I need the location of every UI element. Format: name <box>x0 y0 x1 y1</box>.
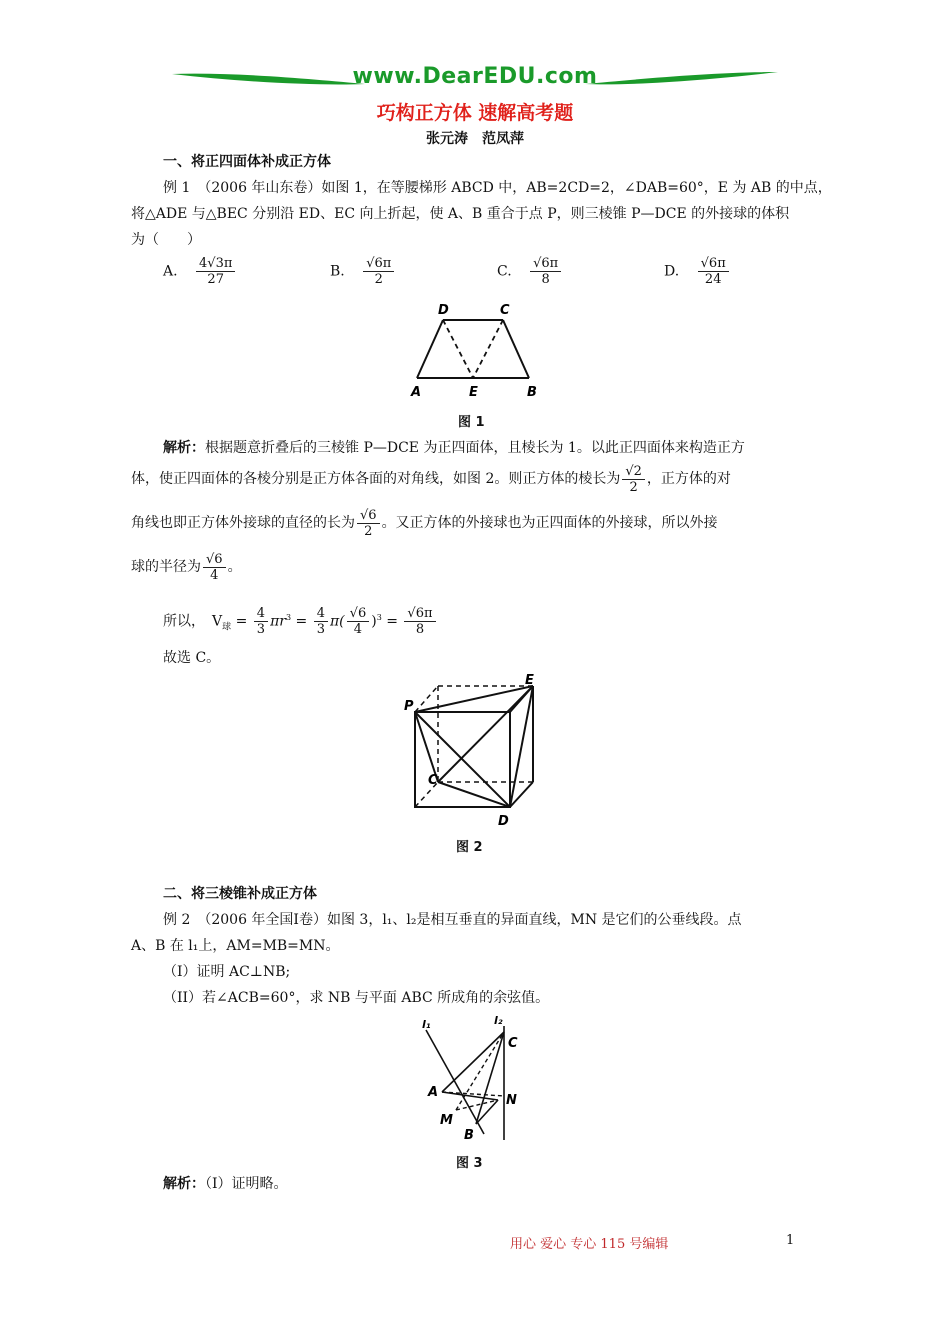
fig2-label-c: C <box>428 773 438 788</box>
example1-line1: 例 1 （2006 年山东卷）如图 1，在等腰梯形 ABCD 中，AB=2CD=2，∠DAB=60°，E 为 AB 的中点， <box>163 180 832 196</box>
figure-1-trapezoid <box>405 300 550 405</box>
site-url: www.DearEDU.com <box>352 64 598 89</box>
formula-frac3 <box>347 606 370 637</box>
page-title: 巧构正方体 速解高考题 <box>376 102 574 124</box>
example2-line1: 例 2 （2006 年全国Ⅰ卷）如图 3，l₁、l₂是相互垂直的异面直线，MN 是它们的公垂线段。点 <box>163 912 742 928</box>
fig1-label-e: E <box>469 385 478 400</box>
fig3-label-c: C <box>508 1036 518 1051</box>
formula-frac4 <box>404 606 435 637</box>
option-b-fraction <box>363 256 394 287</box>
figure-1-caption: 图 1 <box>458 415 485 430</box>
analysis1-text3a: 角线也即正方体外接球的直径的长为 <box>131 515 355 531</box>
analysis1-text2b: ，正方体的对 <box>646 471 731 487</box>
analysis1-label: 解析： <box>163 440 205 456</box>
fig2-label-d: D <box>498 814 509 829</box>
section1-heading: 一、将正四面体补成正方体 <box>163 154 331 170</box>
option-b <box>330 256 396 287</box>
formula-frac3-num: √6 <box>347 606 370 622</box>
formula-eq2: = <box>295 613 308 630</box>
formula-frac2-den: 3 <box>316 622 325 638</box>
formula-frac3-den: 4 <box>353 622 363 638</box>
fig2-label-p: P <box>404 699 414 714</box>
example1-line2: 将△ADE 与△BEC 分别沿 ED、EC 向上折起，使 A、B 重合于点 P，则三棱锥 P—DCE 的外接球的体积 <box>131 206 790 222</box>
option-a-denominator: 27 <box>207 272 224 287</box>
fig3-label-l1: l₁ <box>422 1018 431 1031</box>
analysis1-text3b: 。又正方体的外接球也为正四面体的外接球，所以外接 <box>381 515 718 531</box>
option-d-label: D. <box>664 263 680 280</box>
analysis1-text1: 根据题意折叠后的三棱锥 P—DCE 为正四面体，且棱长为 1。以此正四面体来构造正方 <box>205 440 745 456</box>
formula-eq1: = <box>235 613 248 630</box>
site-logo <box>170 62 780 98</box>
option-d <box>664 256 731 287</box>
example1-line3: 为（ ） <box>131 232 201 248</box>
option-d-numerator: √6π <box>698 256 729 272</box>
fig1-label-a: A <box>411 385 422 400</box>
analysis1-line2 <box>131 462 731 496</box>
formula-frac1-den: 3 <box>256 622 266 638</box>
formula-frac1-num: 4 <box>254 606 268 622</box>
root2-num: √2 <box>622 464 645 480</box>
root6-4-den: 4 <box>210 567 219 583</box>
analysis1-line3 <box>131 506 718 540</box>
root2-den: 2 <box>629 479 638 495</box>
fig3-label-m: M <box>440 1113 453 1128</box>
fraction-root2-over-2 <box>622 464 645 495</box>
fig1-label-c: C <box>500 303 510 318</box>
analysis1-text4b: 。 <box>227 559 242 575</box>
footer-slogan: 用心 爱心 专心 115 号编辑 <box>510 1237 669 1252</box>
analysis1-line1 <box>163 438 745 458</box>
formula-pi-open: π( <box>329 613 345 630</box>
option-c <box>497 256 563 287</box>
root6-2-num: √6 <box>357 508 380 524</box>
fig1-label-d: D <box>438 303 449 318</box>
fraction-root6-over-4 <box>203 552 226 583</box>
analysis1-text2a: 体，使正四面体的各棱分别是正方体各面的对角线，如图 2。则正方体的棱长为 <box>131 471 621 487</box>
analysis1-line4 <box>131 550 242 584</box>
figure-3-lines <box>418 1012 528 1142</box>
option-c-numerator: √6π <box>530 256 561 272</box>
authors: 张元涛 范凤萍 <box>426 131 524 147</box>
formula-frac2 <box>314 606 328 637</box>
formula-frac4-den: 8 <box>415 622 425 638</box>
analysis1-text4a: 球的半径为 <box>131 559 201 575</box>
example2-line2: A、B 在 l₁上，AM=MB=MN。 <box>131 938 340 954</box>
formula-prefix: 所以， V <box>163 613 223 630</box>
formula-pi-r: πr <box>270 613 286 630</box>
example2-item2: （II）若∠ACB=60°，求 NB 与平面 ABC 所成角的余弦值。 <box>163 990 550 1006</box>
option-b-numerator: √6π <box>363 256 394 272</box>
option-a <box>163 256 237 287</box>
formula-eq3: = <box>386 613 398 630</box>
option-c-label: C. <box>497 263 512 280</box>
figure-2-cube <box>400 672 550 832</box>
figure-2-caption: 图 2 <box>456 840 483 855</box>
example2-item1: （I）证明 AC⊥NB; <box>163 964 291 980</box>
analysis2-text: （I）证明略。 <box>205 1176 288 1192</box>
root6-4-num: √6 <box>203 552 226 568</box>
volume-formula <box>163 600 438 645</box>
fig3-label-a: A <box>428 1085 439 1100</box>
fig3-label-n: N <box>506 1093 517 1108</box>
formula-frac2-num: 4 <box>314 606 328 622</box>
option-c-denominator: 8 <box>541 272 550 287</box>
fig2-label-e: E <box>525 673 534 688</box>
formula-sup2: 3 <box>376 613 382 622</box>
fraction-root6-over-2 <box>357 508 380 539</box>
analysis2-line <box>163 1174 288 1194</box>
option-a-numerator: 4√3π <box>196 256 235 272</box>
option-a-label: A. <box>163 263 178 280</box>
formula-sub: 球 <box>222 622 232 633</box>
figure-3-caption: 图 3 <box>456 1156 483 1171</box>
option-d-denominator: 24 <box>704 272 722 287</box>
fig3-label-l2: l₂ <box>494 1014 503 1027</box>
option-b-denominator: 2 <box>374 272 383 287</box>
fig3-label-b: B <box>464 1128 474 1142</box>
option-d-fraction <box>698 256 729 287</box>
conclusion-1: 故选 C。 <box>163 650 221 666</box>
option-b-label: B. <box>330 263 345 280</box>
option-a-fraction <box>196 256 235 287</box>
formula-sup1: 3 <box>285 613 292 622</box>
formula-frac1 <box>254 606 268 637</box>
formula-frac4-num: √6π <box>404 606 435 622</box>
page-number: 1 <box>786 1233 795 1248</box>
section2-heading: 二、将三棱锥补成正方体 <box>163 886 317 902</box>
root6-2-den: 2 <box>364 523 373 539</box>
analysis2-label: 解析： <box>163 1176 205 1192</box>
fig1-label-b: B <box>527 385 537 400</box>
formula-close: ) <box>371 613 377 630</box>
option-c-fraction <box>530 256 561 287</box>
